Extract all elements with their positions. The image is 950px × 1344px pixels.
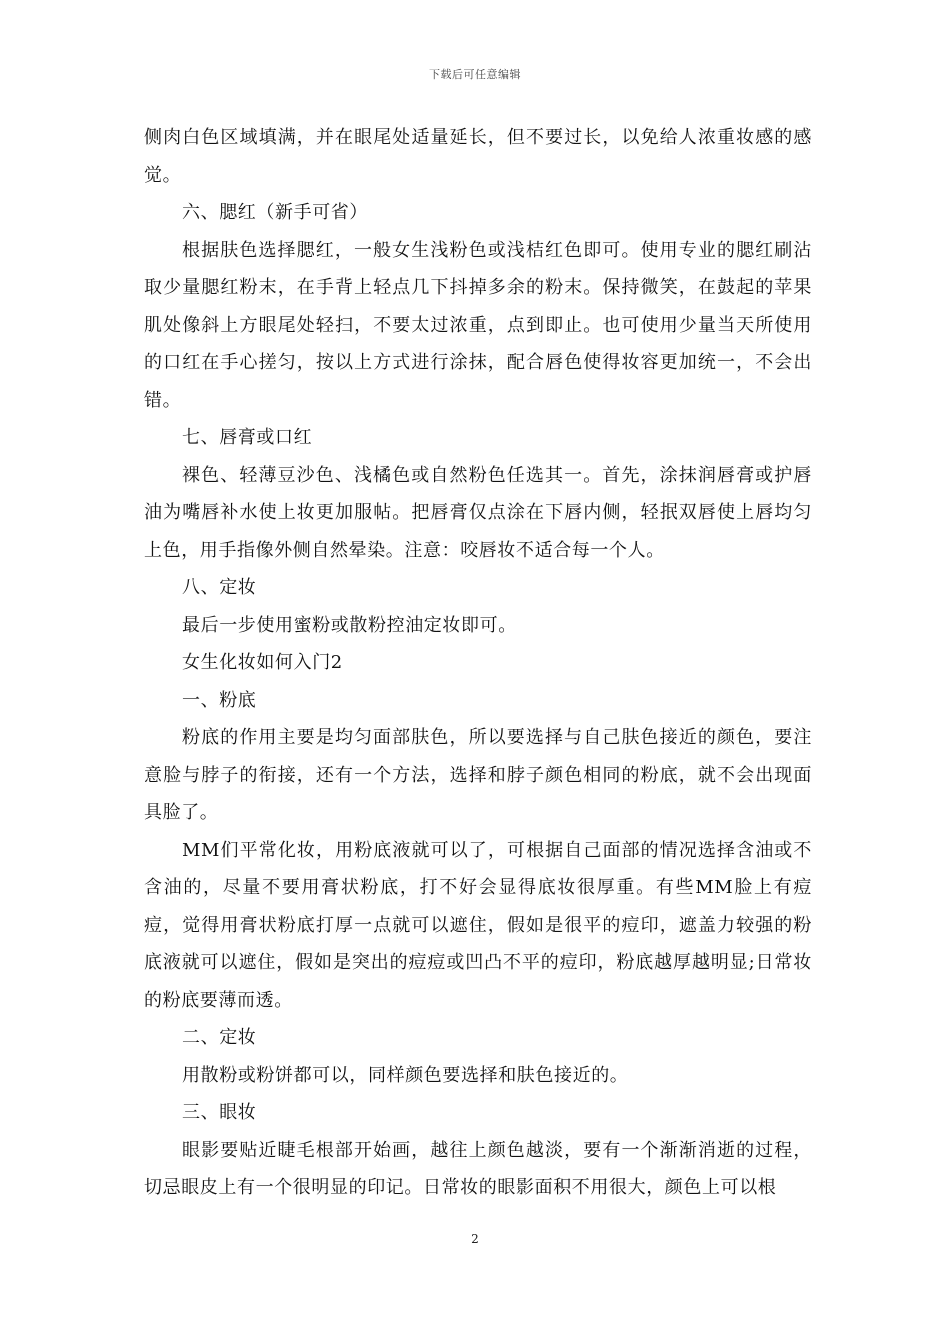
- heading-eye-makeup: 三、眼妆: [182, 1102, 257, 1123]
- paragraph-eye-makeup: 眼影要贴近睫毛根部开始画，越往上颜色越淡，要有一个渐渐消逝的过程，切忌眼皮上有一个很明显的印记。日常妆的眼影面积不用很大，颜色上可以根: [144, 1139, 812, 1198]
- document-body: [144, 119, 812, 1207]
- heading-setting: 八、定妆: [182, 577, 257, 598]
- heading-foundation: 一、粉底: [182, 689, 257, 711]
- paragraph-blush: 根据肤色选择腮红，一般女生浅粉色或浅桔红色即可。使用专业的腮红刷沾取少量腮红粉末，在手背上轻点几下抖掉多余的粉末。保持微笑，在鼓起的苹果肌处像斜上方眼尾处轻扫，不要太过浓重，点到即止。也可使用少量当天所使用的口红在手心搓匀，按以上方式进行涂抹，配合唇色使得妆容更加统一，不会出错。: [144, 239, 812, 411]
- paragraph-foundation-2: MM们平常化妆，用粉底液就可以了，可根据自己面部的情况选择含油或不含油的，尽量不要用膏状粉底，打不好会显得底妆很厚重。有些MM脸上有痘痘，觉得用膏状粉底打厚一点就可以遮住，假如是很平的痘印，遮盖力较强的粉底液就可以遮住，假如是突出的痘痘或凹凸不平的痘印，粉底越厚越明显;日常妆的粉底要薄而透。: [144, 839, 812, 1011]
- heading-setting-2: 二、定妆: [182, 1027, 257, 1048]
- paragraph-lipstick: 裸色、轻薄豆沙色、浅橘色或自然粉色任选其一。首先，涂抹润唇膏或护唇油为嘴唇补水使上妆更加服帖。把唇膏仅点涂在下唇内侧，轻抿双唇使上唇均匀上色，用手指像外侧自然晕染。注意：咬唇妆不适合每一个人。: [144, 464, 812, 561]
- paragraph-1: 侧肉白色区域填满，并在眼尾处适量延长，但不要过长，以免给人浓重妆感的感觉。: [144, 127, 812, 186]
- paragraph-setting: 最后一步使用蜜粉或散粉控油定妆即可。: [182, 614, 517, 636]
- section-title: 女生化妆如何入门2: [182, 652, 343, 673]
- heading-blush: 六、腮红（新手可省）: [182, 202, 368, 223]
- paragraph-setting-2: 用散粉或粉饼都可以，同样颜色要选择和肤色接近的。: [182, 1064, 629, 1086]
- page-number: 2: [471, 1232, 479, 1246]
- heading-lipstick: 七、唇膏或口红: [182, 427, 313, 448]
- page-header: 下载后可任意编辑: [429, 68, 521, 81]
- paragraph-foundation-1: 粉底的作用主要是均匀面部肤色，所以要选择与自己肤色接近的颜色，要注意脸与脖子的衔接，还有一个方法，选择和脖子颜色相同的粉底，就不会出现面具脸了。: [144, 727, 812, 823]
